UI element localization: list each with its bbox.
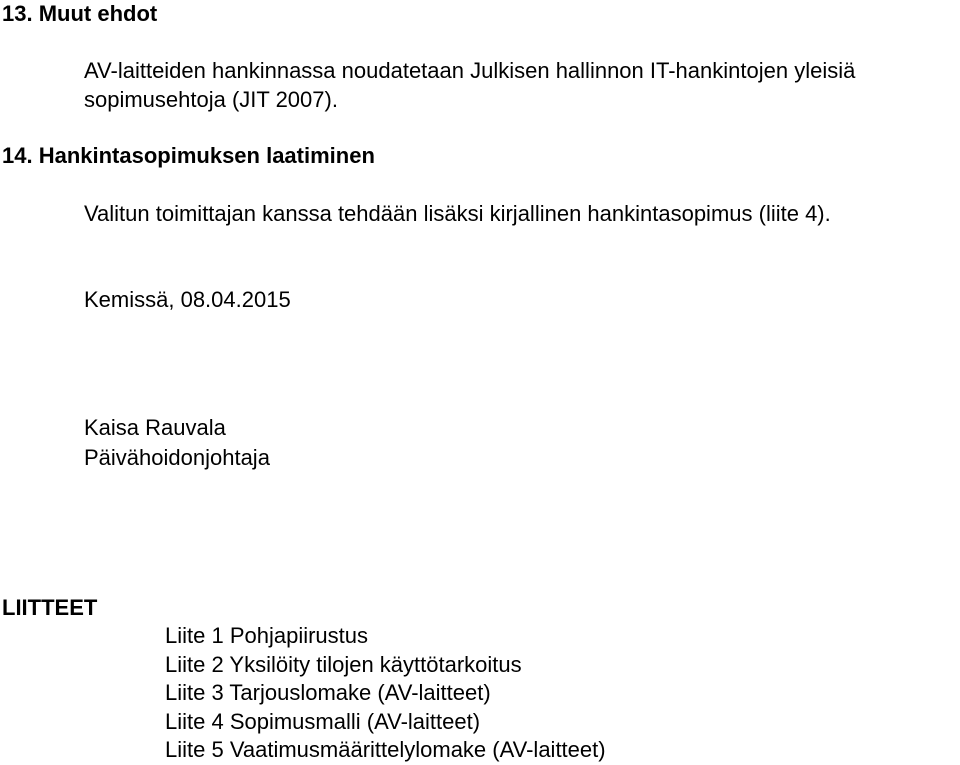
attachment-item: Liite 1 Pohjapiirustus [165, 623, 369, 648]
attachment-item: Liite 4 Sopimusmalli (AV-laitteet) [165, 709, 481, 734]
signatory-name: Kaisa Rauvala [84, 415, 226, 440]
attachments-heading: LIITTEET [2, 595, 98, 620]
attachment-item: Liite 5 Vaatimusmäärittelylomake (AV-laitteet) [165, 737, 606, 762]
attachment-item: Liite 2 Yksilöity tilojen käyttötarkoitus [165, 652, 522, 677]
section-14-text: Valitun toimittajan kanssa tehdään lisäksi kirjallinen hankintasopimus (liite 4). [84, 201, 831, 226]
place-and-date: Kemissä, 08.04.2015 [84, 287, 291, 312]
signatory-title: Päivähoidonjohtaja [84, 445, 270, 470]
section-14-heading: 14. Hankintasopimuksen laatiminen [2, 143, 375, 168]
attachment-item: Liite 3 Tarjouslomake (AV-laitteet) [165, 680, 491, 705]
section-13-heading: 13. Muut ehdot [2, 1, 158, 26]
section-13-text-line-2: sopimusehtoja (JIT 2007). [84, 87, 338, 112]
section-13-text-line-1: AV-laitteiden hankinnassa noudatetaan Julkisen hallinnon IT-hankintojen yleisiä [84, 58, 856, 83]
